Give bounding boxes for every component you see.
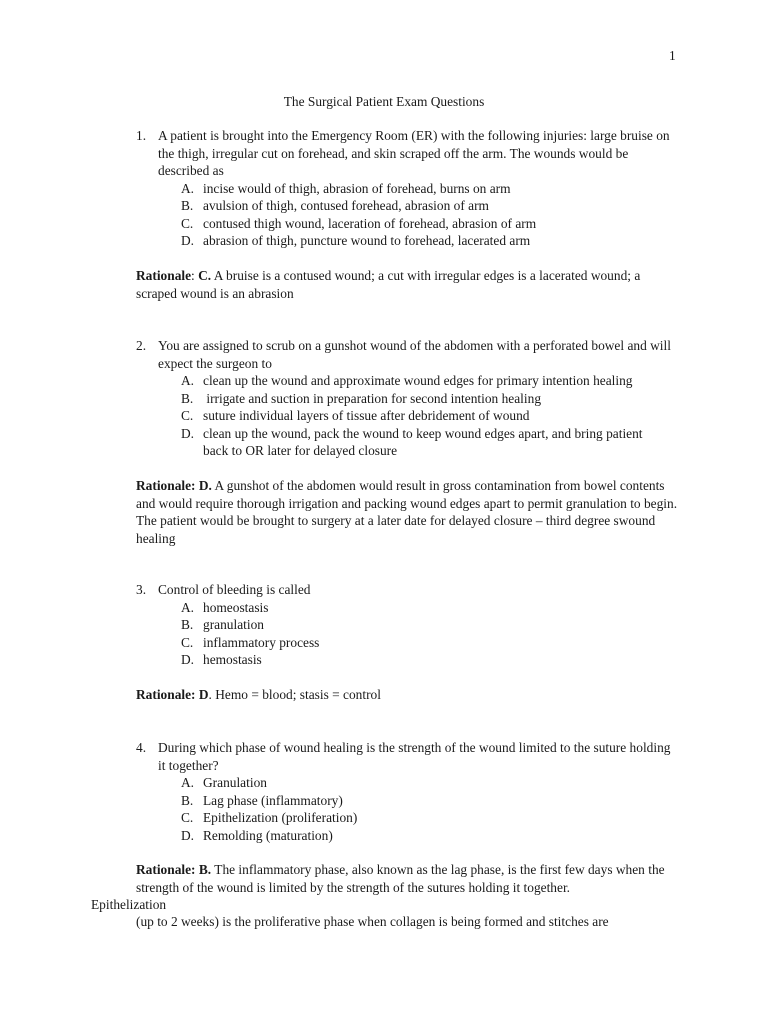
question-text: Control of bleeding is called bbox=[158, 582, 311, 597]
option-letter: A. bbox=[181, 180, 195, 196]
option-text: contused thigh wound, laceration of forehead, abrasion of arm bbox=[203, 215, 537, 231]
question-3 bbox=[136, 581, 676, 669]
option-text: clean up the wound and approximate wound edges for primary intention healing bbox=[203, 373, 633, 388]
option-letter: B. bbox=[181, 390, 194, 406]
question-text: A patient is brought into the Emergency Room (ER) with the following injuries: large bruise on the thigh, irregular cut on forehead, and skin scraped off the arm. The wounds would be described as bbox=[158, 128, 670, 178]
option-text: avulsion of thigh, contused forehead, abrasion of arm bbox=[203, 198, 489, 213]
rationale-label: Rationale: bbox=[136, 862, 196, 877]
option-text: hemostasis bbox=[203, 652, 262, 667]
rationale-answer: D bbox=[198, 687, 209, 702]
option-letter: C. bbox=[181, 408, 194, 423]
option-text: Lag phase (inflammatory) bbox=[203, 792, 343, 808]
option-letter: C. bbox=[181, 215, 194, 231]
option-letter: B. bbox=[181, 617, 194, 632]
option-letter: D. bbox=[181, 233, 195, 248]
rationale-3 bbox=[136, 686, 681, 704]
rationale-text: A bruise is a contused wound; a cut with irregular edges is a lacerated wound; a scraped wound is an abrasion bbox=[136, 268, 641, 301]
option-a bbox=[181, 599, 676, 617]
option-letter: B. bbox=[181, 792, 194, 808]
question-number: 4. bbox=[136, 740, 147, 755]
option-d bbox=[181, 232, 676, 250]
option-d bbox=[181, 827, 676, 845]
page-number: 1 bbox=[669, 48, 676, 63]
option-letter: D. bbox=[181, 652, 195, 667]
continuation-word: Epithelization bbox=[91, 897, 167, 912]
rationale-text: The inflammatory phase, also known as the lag phase, is the first few days when the strength of the wound is limited by the strength of the sutures holding it together. bbox=[136, 862, 665, 895]
question-4 bbox=[136, 739, 676, 844]
option-b bbox=[181, 616, 676, 634]
answer-options bbox=[136, 774, 676, 844]
option-c bbox=[181, 215, 676, 233]
option-d bbox=[181, 651, 676, 669]
option-text: incise would of thigh, abrasion of forehead, burns on arm bbox=[203, 180, 511, 196]
option-d bbox=[181, 425, 643, 460]
option-text: Granulation bbox=[203, 775, 267, 790]
option-letter: B. bbox=[181, 198, 194, 213]
document-title: The Surgical Patient Exam Questions bbox=[283, 94, 485, 109]
option-text: inflammatory process bbox=[203, 634, 320, 650]
option-b bbox=[181, 197, 676, 215]
rationale-1 bbox=[136, 267, 681, 302]
option-b bbox=[181, 390, 676, 408]
option-text: suture individual layers of tissue after debridement of wound bbox=[203, 408, 530, 423]
question-number: 1. bbox=[136, 128, 147, 143]
question-text: You are assigned to scrub on a gunshot wound of the abdomen with a perforated bowel and will expect the surgeon to bbox=[158, 338, 671, 371]
option-letter: A. bbox=[181, 373, 195, 388]
question-number: 2. bbox=[136, 338, 147, 353]
rationale-separator: : bbox=[191, 268, 199, 283]
answer-options bbox=[136, 180, 676, 250]
option-c bbox=[181, 634, 676, 652]
option-letter: D. bbox=[181, 827, 195, 843]
option-letter: C. bbox=[181, 634, 194, 650]
option-text: clean up the wound, pack the wound to keep wound edges apart, and bring patient back to OR later for delayed closure bbox=[203, 425, 643, 458]
option-a bbox=[181, 774, 676, 792]
option-text: irrigate and suction in preparation for second intention healing bbox=[203, 390, 542, 406]
option-text: abrasion of thigh, puncture wound to forehead, lacerated arm bbox=[203, 233, 531, 248]
answer-options bbox=[136, 599, 676, 669]
rationale-answer: D. bbox=[198, 478, 212, 493]
option-letter: D. bbox=[181, 425, 195, 441]
rationale-answer: B. bbox=[198, 862, 212, 877]
rationale-label: Rationale bbox=[136, 268, 192, 283]
rationale-4 bbox=[136, 861, 681, 896]
option-letter: A. bbox=[181, 775, 195, 790]
rationale-2 bbox=[136, 477, 681, 547]
option-c bbox=[181, 809, 676, 827]
question-1 bbox=[136, 127, 676, 250]
option-letter: C. bbox=[181, 810, 194, 825]
rationale-answer: C. bbox=[198, 268, 212, 283]
option-text: Remolding (maturation) bbox=[203, 827, 333, 843]
option-text: Epithelization (proliferation) bbox=[203, 810, 358, 825]
continuation-text: (up to 2 weeks) is the proliferative phase when collagen is being formed and stitches are bbox=[136, 914, 609, 929]
rationale-text: . Hemo = blood; stasis = control bbox=[208, 687, 381, 702]
rationale-label: Rationale: bbox=[136, 478, 196, 493]
question-2 bbox=[136, 337, 676, 460]
option-c bbox=[181, 407, 676, 425]
answer-options bbox=[136, 372, 676, 460]
question-text: During which phase of wound healing is the strength of the wound limited to the suture holding it together? bbox=[158, 740, 671, 773]
option-text: homeostasis bbox=[203, 599, 269, 615]
option-text: granulation bbox=[203, 617, 264, 632]
option-a bbox=[181, 372, 676, 390]
option-a bbox=[181, 180, 676, 198]
question-number: 3. bbox=[136, 582, 147, 597]
option-letter: A. bbox=[181, 599, 195, 615]
rationale-text: A gunshot of the abdomen would result in gross contamination from bowel contents and would require thorough irrigation and packing wound edges apart to permit granulation to begin. The patient would be brought to surgery at a later date for delayed closure – third degree swound healing bbox=[136, 478, 678, 546]
rationale-label: Rationale: bbox=[136, 687, 196, 702]
option-b bbox=[181, 792, 676, 810]
